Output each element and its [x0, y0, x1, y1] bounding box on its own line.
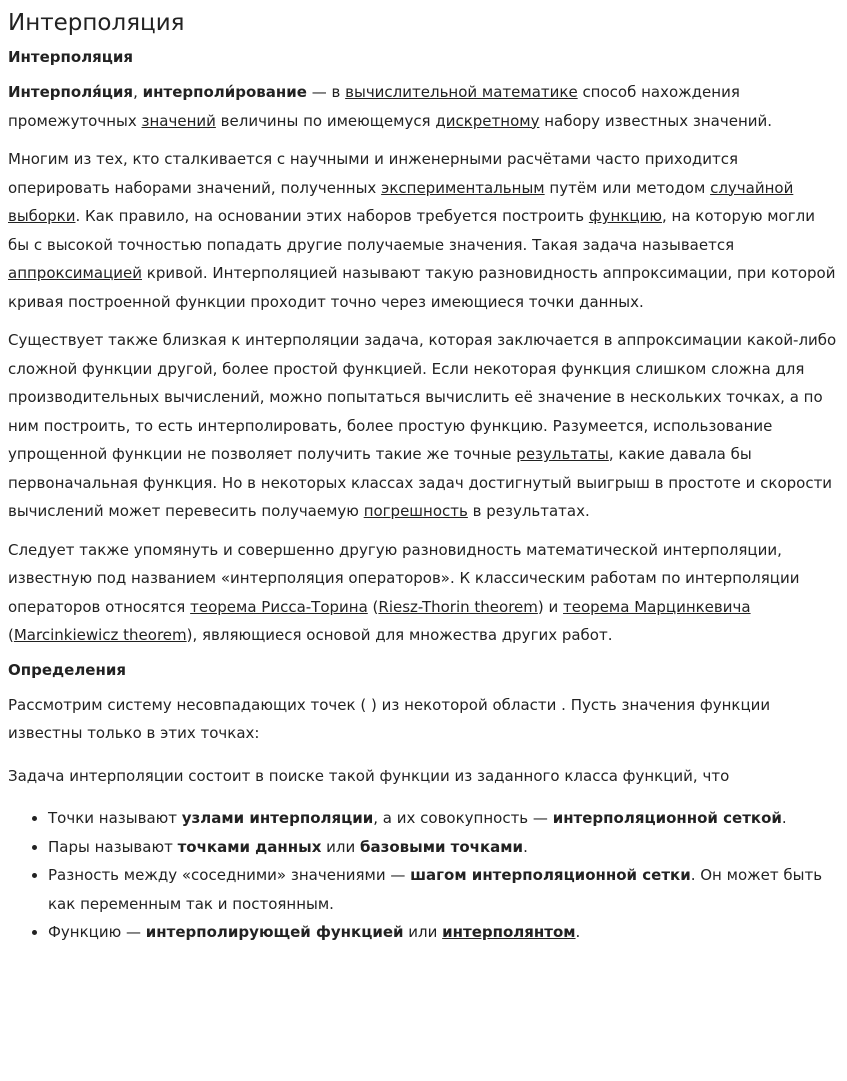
intro-paragraph-2: Многим из тех, кто сталкивается с научными и инженерными расчётами часто приходится оперировать наборами значений, полученных экспериментальным путём или методом случайной выборки. Как правило, на основании этих наборов требуется построить функцию, на которую могли бы с высокой точностью попадать другие получаемые значения. Такая задача называется аппроксимацией кривой. Интерполяцией называют такую разновидность аппроксимации, при которой кривая построенной функции проходит точно через имеющиеся точки данных.: [8, 150, 836, 311]
list-item: • Пары называют точками данных или базовыми точками.: [48, 833, 839, 862]
link-riesz-thorin-en[interactable]: Riesz-Thorin theorem: [378, 597, 538, 616]
list-item: • Функцию — интерполирующей функцией или интерполянтом.: [48, 918, 839, 947]
article: [0, 9, 847, 947]
list-item: • Точки называют узлами интерполяции, а их совокупность — интерполяционной сеткой.: [48, 804, 839, 833]
link-results[interactable]: результаты: [516, 445, 609, 463]
intro-paragraph-4: Следует также упомянуть и совершенно другую разновидность математической интерполяции, известную под названием «интерполяция операторов». К классическим работам по интерполяции операторов относятся теорема Рисса-Торина (Riesz-Thorin theorem) и теорема Марцинкевича (Marcinkiewicz theorem), являющиеся основой для множества других работ.: [8, 540, 800, 644]
term-interpolirovanie: интерполи́рование: [142, 83, 307, 101]
link-approximation[interactable]: аппроксимацией: [8, 264, 143, 282]
definitions-paragraph-1: Рассмотрим систему несовпадающих точек ( ) из некоторой области . Пусть значения функции известны только в этих точках:: [8, 695, 771, 742]
link-marcinkiewicz-en[interactable]: Marcinkiewicz theorem: [13, 626, 187, 644]
definitions-heading: Определения: [8, 660, 126, 679]
link-function[interactable]: функцию: [588, 207, 662, 225]
intro-paragraph-1: Интерполя́ция, интерполи́рование — в вычислительной математике способ нахождения промежуточных значений величины по имеющемуся дискретному набору известных значений.: [8, 83, 773, 130]
link-random-sampling[interactable]: случайной выборки: [8, 178, 794, 225]
definitions-paragraph-2: Задача интерполяции состоит в поиске такой функции из заданного класса функций, что: [8, 766, 730, 785]
link-values[interactable]: значений: [141, 111, 216, 130]
definitions-list: [8, 804, 839, 947]
link-computational-math[interactable]: вычислительной математике: [345, 83, 578, 101]
link-marcinkiewicz-ru[interactable]: теорема Марцинкевича: [563, 597, 751, 616]
link-error[interactable]: погрешность: [363, 502, 468, 520]
page-title: Интерполяция: [8, 10, 185, 36]
link-experimental[interactable]: экспериментальным: [381, 178, 545, 197]
link-riesz-thorin-ru[interactable]: теорема Рисса-Торина: [190, 597, 368, 616]
term-interpolation: Интерполя́ция: [8, 83, 134, 101]
intro-heading: Интерполяция: [8, 48, 134, 66]
list-item: • Разность между «соседними» значениями — шагом интерполяционной сетки. Он может быть как переменным так и постоянным.: [48, 861, 839, 918]
link-interpolant[interactable]: интерполянтом: [442, 923, 576, 941]
link-discrete[interactable]: дискретному: [435, 111, 540, 130]
intro-paragraph-3: Существует также близкая к интерполяции задача, которая заключается в аппроксимации какой-либо сложной функции другой, более простой функцией. Если некоторая функция слишком сложна для производительных вычислений, можно попытаться вычислить её значение в нескольких точках, а по ним построить, то есть интерполировать, более простую функцию. Разумеется, использование упрощенной функции не позволяет получить такие же точные результаты, какие давала бы первоначальная функция. Но в некоторых классах задач достигнутый выигрыш в простоте и скорости вычислений может перевесить получаемую погрешность в результатах.: [8, 331, 837, 520]
